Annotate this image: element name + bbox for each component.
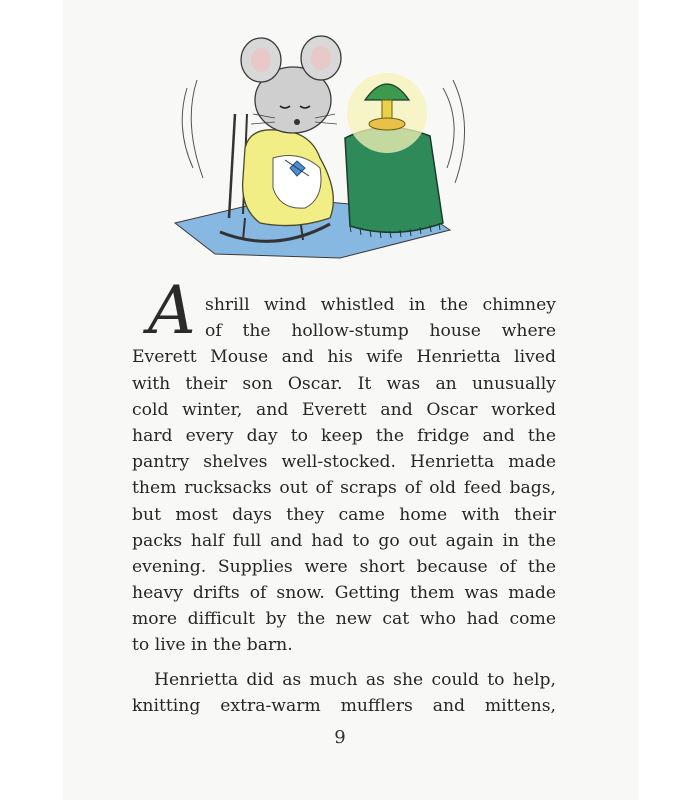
drop-cap-letter: A — [148, 272, 196, 349]
text-line: more difficult by the new cat who had come — [132, 609, 556, 630]
text-line: Henrietta did as much as she could to help, — [154, 669, 556, 690]
text-line: packs half full and had to go out again in the — [132, 530, 556, 551]
text-line: but most days they came home with their — [132, 504, 556, 525]
text-line: knitting extra-warm mufflers and mittens, — [132, 695, 556, 716]
text-line: evening. Supplies were short because of the — [132, 556, 556, 577]
text-line: Everett Mouse and his wife Henrietta lived — [132, 347, 556, 368]
text-line: them rucksacks out of scraps of old feed bags, — [132, 478, 556, 499]
story-text — [132, 272, 556, 719]
drop-cap — [140, 272, 204, 352]
text-line: shrill wind whistled in the chimney — [205, 295, 556, 315]
text-line: pantry shelves well-stocked. Henrietta made — [132, 452, 556, 473]
text-line: of the hollow-stump house where — [205, 321, 556, 342]
text-line: cold winter, and Everett and Oscar worked — [132, 399, 556, 420]
page-number: 9 — [334, 727, 346, 748]
text-line: hard every day to keep the fridge and the — [132, 425, 556, 446]
text-line: heavy drifts of snow. Getting them was made — [132, 583, 556, 604]
text-line: to live in the barn. — [132, 635, 293, 656]
mouse-knitting-by-lamp-illustration — [125, 18, 525, 263]
text-line: with their son Oscar. It was an unusually — [132, 373, 556, 394]
